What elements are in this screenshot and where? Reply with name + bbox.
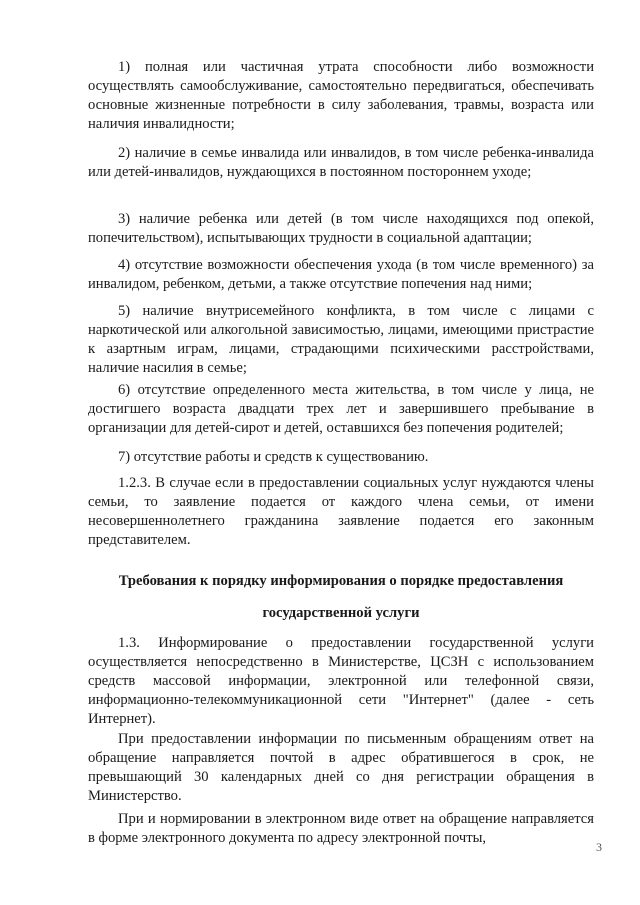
clause-1-3: 1.3. Информирование о предоставлении государственной услуги осуществляется непосредственно в Министерстве, ЦСЗН с использованием средств массовой информации, электронной или телефонной связи, информационно-телекоммуникационной сети "Интернет" (далее - сеть Интернет). [88,635,594,727]
list-item-1: 1) полная или частичная утрата способности либо возможности осуществлять самообслуживание, самостоятельно передвигаться, обеспечивать основные жизненные потребности в силу заболевания, травмы, возраста или наличия инвалидности; [88,59,594,132]
list-item-2: 2) наличие в семье инвалида или инвалидов, в том числе ребенка-инвалида или детей-инвалидов, нуждающихся в постоянном постороннем уходе; [88,145,594,180]
list-item-5: 5) наличие внутрисемейного конфликта, в том числе с лицами с наркотической или алкогольной зависимостью, лицами, имеющими пристрастие к азартным играм, лицами, страдающими психическими расстройствами, наличие насилия в семье; [88,303,594,376]
list-item-7: 7) отсутствие работы и средств к существованию. [118,449,429,465]
list-item-3: 3) наличие ребенка или детей (в том числе находящихся под опекой, попечительством), испытывающих трудности в социальной адаптации; [88,211,594,246]
clause-1-2-3: 1.2.3. В случае если в предоставлении социальных услуг нуждаются члены семьи, то заявление подается от каждого члена семьи, от имени несовершеннолетнего гражданина заявление подается его законным представителем. [88,475,594,548]
paragraph-electronic-requests: При и нормировании в электронном виде ответ на обращение направляется в форме электронного документа по адресу электронной почты, [88,811,594,846]
list-item-4: 4) отсутствие возможности обеспечения ухода (в том числе временного) за инвалидом, ребенком, детьми, а также отсутствие попечения над ними; [88,257,594,292]
list-item-6: 6) отсутствие определенного места жительства, в том числе у лица, не достигшего возраста двадцати трех лет и завершившего пребывание в организации для детей-сирот и детей, оставшихся без попечения родителей; [88,382,594,436]
section-heading-line-2: государственной услуги [262,605,420,621]
page-number: 3 [596,840,602,854]
section-heading-line-1: Требования к порядку информирования о порядке предоставления [118,573,564,589]
paragraph-written-requests: При предоставлении информации по письменным обращениям ответ на обращение направляется почтой в адрес обратившегося в срок, не превышающий 30 календарных дней со дня регистрации обращения в Министерство. [88,731,594,804]
